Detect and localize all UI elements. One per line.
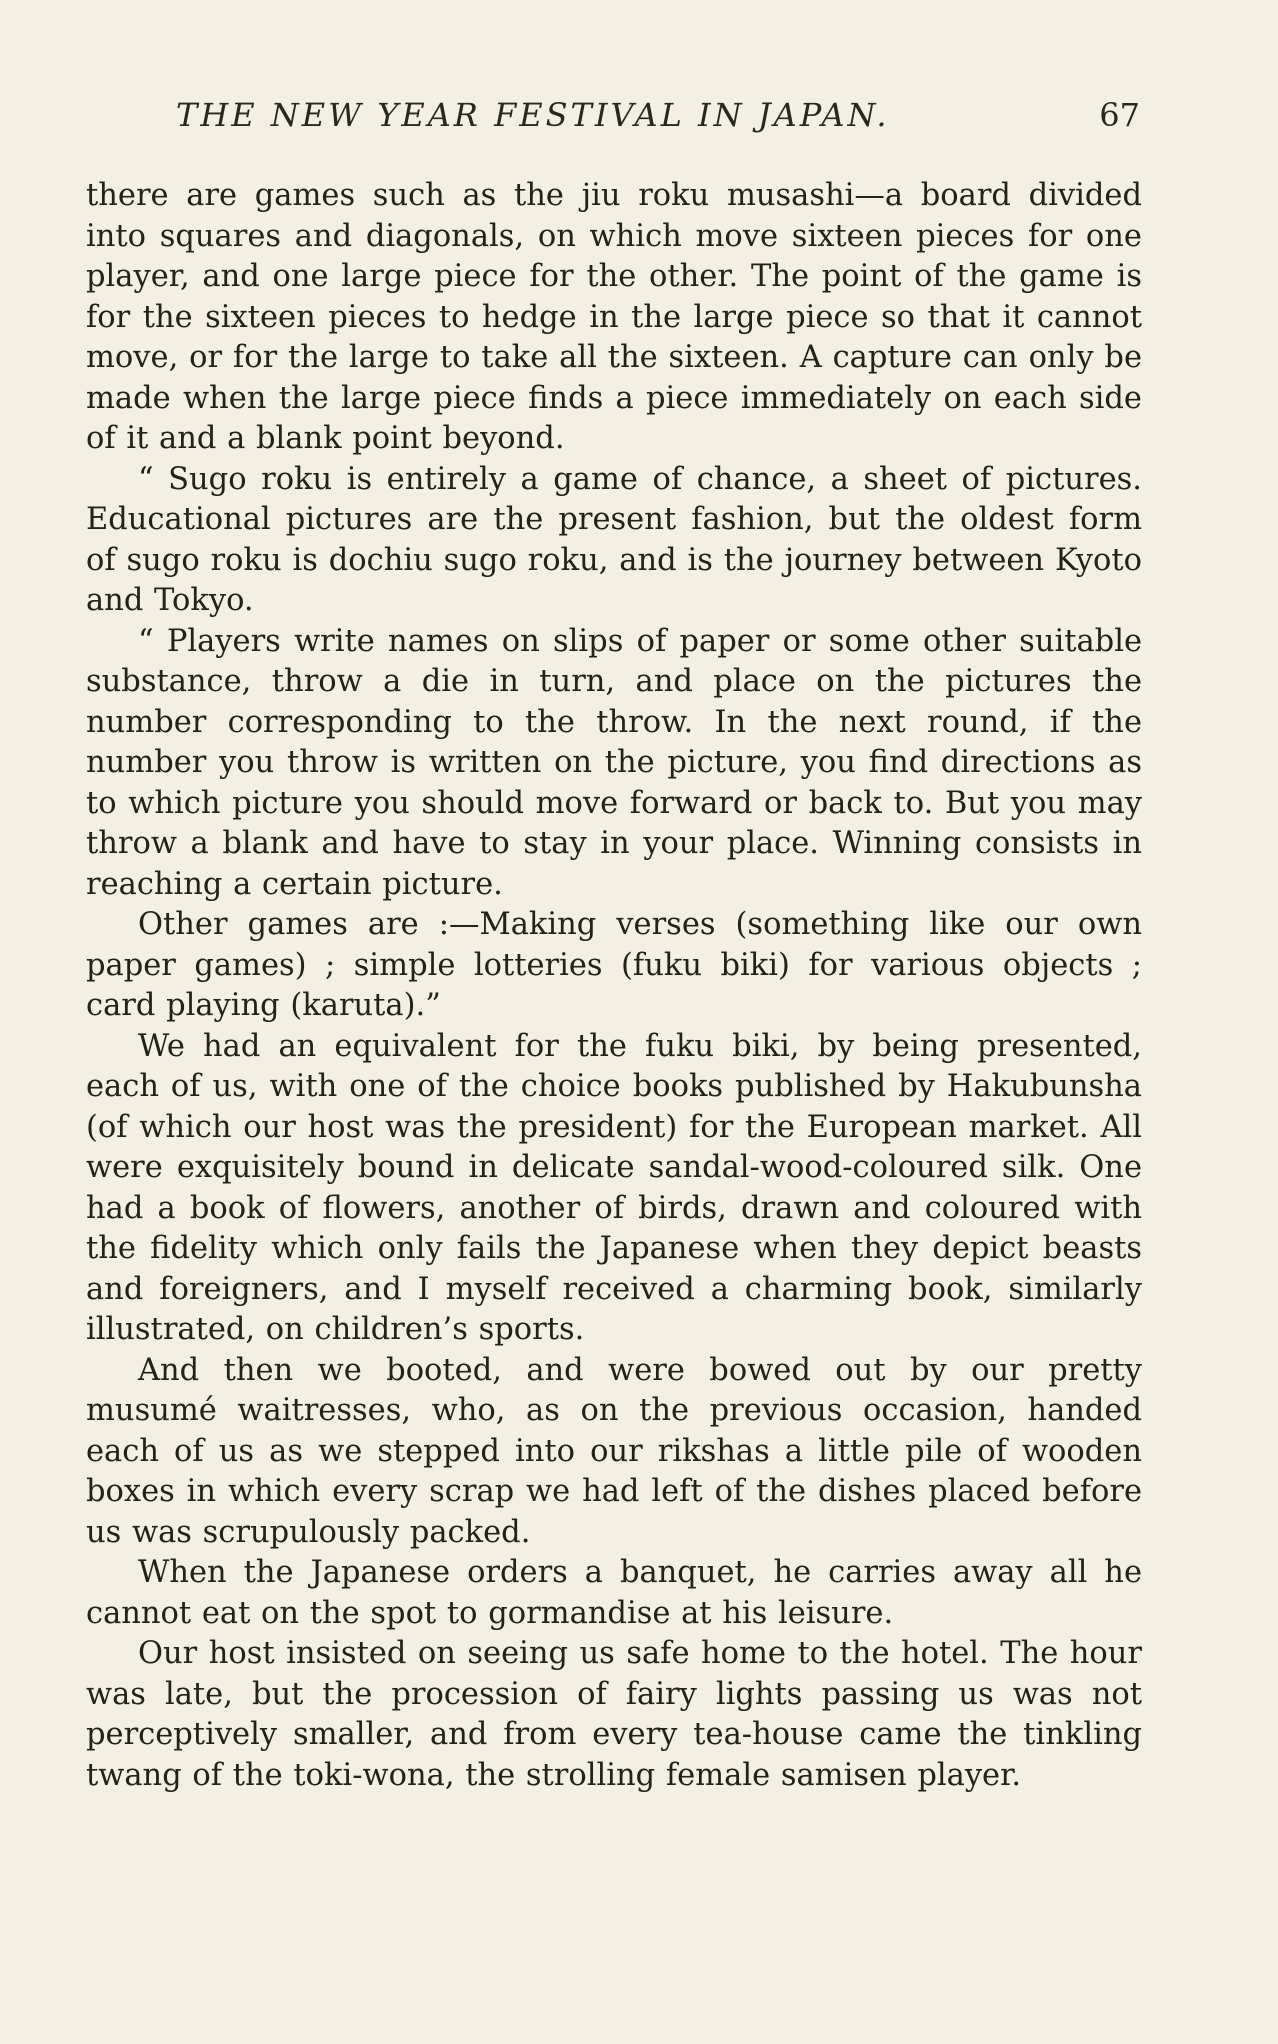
running-title: THE NEW YEAR FESTIVAL IN JAPAN. — [176, 96, 890, 134]
page-number: 67 — [1099, 96, 1140, 134]
paragraph-games-board: there are games such as the jiu roku musashi—a board divided into squares and diagonals, on which move sixteen pieces for one player, and one large piece for the other. The point of the game is for the sixteen pieces to hedge in the large piece so that it cannot move, or for the large to take all the sixteen. A capture can only be made when the large piece finds a piece immediately on each side of it and a blank point beyond. — [86, 178, 1142, 456]
paragraph-players: “ Players write names on slips of paper or some other suitable substance, throw a die in turn, and place on the pictures the number corresponding to the throw. In the next round, if the number you throw is written on the picture, you find directions as to which picture you should move forward or back to. But you may throw a blank and have to stay in your place. Winning consists in reaching a certain picture. — [86, 623, 1142, 902]
paragraph-sugo-roku: “ Sugo roku is entirely a game of chance, a sheet of pictures. Educational pictures are the present fashion, but the oldest form of sugo roku is dochiu sugo roku, and is the journey between Kyoto and Tokyo. — [86, 461, 1142, 618]
paragraph-books-gift: We had an equivalent for the fuku biki, by being presented, each of us, with one of the choice books published by Hakubunsha (of which our host was the president) for the European market. All were exquisitely bound in delicate sandal-wood-coloured silk. One had a book of flowers, another of birds, drawn and coloured with the fidelity which only fails the Japanese when they depict beasts and foreigners, and I myself received a charming book, similarly illustrated, on children’s sports. — [86, 1028, 1142, 1347]
body-text — [86, 176, 1142, 1796]
paragraph-booted: And then we booted, and were bowed out by our pretty musumé waitresses, who, as on the previous occasion, handed each of us as we stepped into our rikshas a little pile of wooden boxes in which every scrap we had left of the dishes placed before us was scrupulously packed. — [86, 1352, 1142, 1550]
paragraph-banquet: When the Japanese orders a banquet, he carries away all he cannot eat on the spot to gormandise at his leisure. — [86, 1555, 1142, 1631]
paragraph-host-home: Our host insisted on seeing us safe home to the hotel. The hour was late, but the procession of fairy lights passing us was not perceptively smaller, and from every tea-house came the tinkling twang of the toki-wona, the strolling female samisen player. — [86, 1636, 1142, 1793]
running-head — [86, 96, 1144, 152]
paragraph-other-games: Other games are :—Making verses (something like our own paper games) ; simple lotteries (fuku biki) for various objects ; card playing (karuta).” — [86, 907, 1142, 1023]
